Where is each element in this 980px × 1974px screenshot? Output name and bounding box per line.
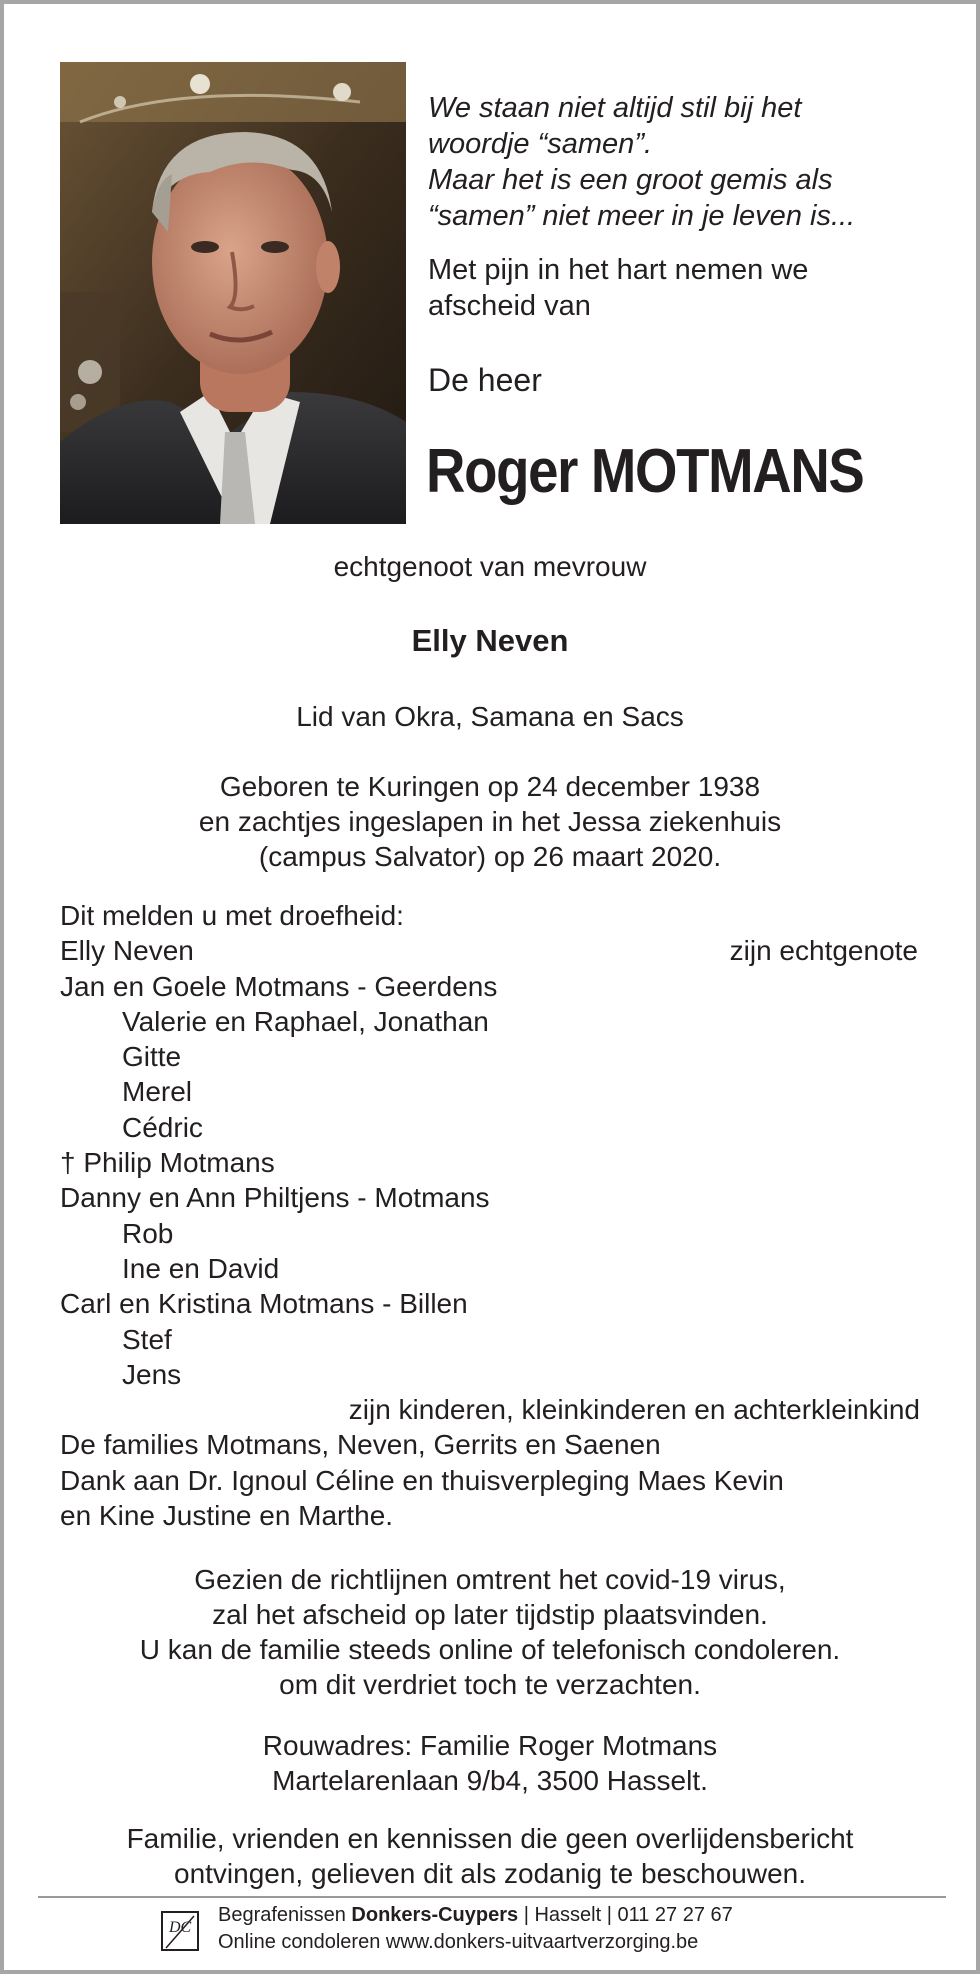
family-member: Danny en Ann Philtjens - Motmans (60, 1182, 490, 1214)
covid-line: Gezien de richtlijnen omtrent het covid-19 virus, (194, 1564, 786, 1595)
announcement-line (60, 898, 940, 933)
announcement: Dit melden u met droefheid: (60, 900, 404, 931)
funeral-home-footer (160, 1902, 920, 1968)
family-row (60, 1251, 940, 1286)
family-row (60, 969, 940, 1004)
thanks-line: Dank aan Dr. Ignoul Céline en thuisverpleging Maes Kevin (60, 1464, 784, 1496)
company-name: Donkers-Cuypers (351, 1904, 519, 1926)
family-member: Rob (122, 1217, 174, 1249)
family-member: Carl en Kristina Motmans - Billen (60, 1288, 468, 1320)
family-row (60, 1357, 940, 1392)
life-line: (campus Salvator) op 26 maart 2020. (258, 841, 722, 872)
family-member: Cédric (122, 1111, 203, 1143)
family-row (60, 1145, 940, 1180)
intro-line: Met pijn in het hart nemen we (428, 254, 809, 286)
verse-line: “samen” niet meer in je leven is... (428, 200, 856, 232)
verse-line: Maar het is een groot gemis als (428, 164, 833, 196)
life-line: Geboren te Kuringen op 24 december 1938 (219, 771, 761, 802)
family-member: Ine en David (122, 1252, 280, 1284)
family-row (60, 1110, 940, 1145)
family-row (60, 1180, 940, 1215)
family-relation: zijn echtgenote (729, 935, 918, 967)
memberships: Lid van Okra, Samana en Sacs (296, 701, 684, 732)
footer-prefix: Begrafenissen (218, 1904, 352, 1926)
honorific-title: De heer (428, 362, 542, 398)
address-line: Rouwadres: Familie Roger Motmans (262, 1730, 718, 1761)
footer-phone: 011 27 27 67 (617, 1904, 733, 1926)
families-row (60, 1427, 940, 1462)
thanks-row (60, 1498, 940, 1533)
family-row (60, 1286, 940, 1321)
footer-city: | Hasselt | (518, 1904, 618, 1926)
verse-line: woordje “samen”. (428, 128, 653, 160)
footer-company-line (218, 1902, 733, 1929)
poem-verse (428, 90, 948, 234)
deceased-name: Roger MOTMANS (426, 437, 864, 506)
notice-line: ontvingen, gelieven dit als zodanig te beschouwen. (174, 1858, 806, 1889)
family-list (60, 898, 940, 1533)
family-member: Elly Neven (60, 935, 194, 967)
spouse-name: Elly Neven (411, 623, 569, 658)
children-relation: zijn kinderen, kleinkinderen en achterkleinkind (348, 1394, 920, 1426)
family-row (60, 1004, 940, 1039)
family-member: Jan en Goele Motmans - Geerdens (60, 970, 498, 1002)
funeral-home-logo (160, 1908, 200, 1952)
family-row (60, 1216, 940, 1251)
family-member: Valerie en Raphael, Jonathan (122, 1005, 489, 1037)
thanks-line: en Kine Justine en Marthe. (60, 1500, 394, 1532)
family-row (60, 933, 940, 968)
portrait-illustration (60, 62, 406, 524)
spouse-label: echtgenoot van mevrouw (333, 551, 647, 582)
family-member: Merel (122, 1076, 193, 1108)
family-member: Stef (122, 1323, 172, 1355)
footer-text (218, 1902, 733, 1956)
family-member: † Philip Motmans (60, 1147, 275, 1179)
covid-line: U kan de familie steeds online of telefonisch condoleren. (139, 1634, 841, 1665)
intro-line: afscheid van (428, 290, 591, 322)
family-row (60, 1074, 940, 1109)
covid-line: om dit verdriet toch te verzachten. (279, 1669, 701, 1700)
address-line: Martelarenlaan 9/b4, 3500 Hasselt. (272, 1765, 708, 1796)
children-relation-row (60, 1392, 940, 1427)
family-member: Gitte (122, 1041, 182, 1073)
footer-online: Online condoleren www.donkers-uitvaartverzorging.be (218, 1931, 699, 1953)
intro-text (428, 252, 948, 324)
family-member: Jens (122, 1358, 182, 1390)
verse-line: We staan niet altijd stil bij het (428, 92, 802, 124)
footer-divider (38, 1896, 946, 1898)
families: De families Motmans, Neven, Gerrits en Saenen (60, 1429, 661, 1461)
life-line: en zachtjes ingeslapen in het Jessa ziekenhuis (198, 806, 782, 837)
portrait-photo (60, 62, 406, 524)
family-row (60, 1322, 940, 1357)
notice-line: Familie, vrienden en kennissen die geen overlijdensbericht (126, 1823, 854, 1854)
thanks-row (60, 1463, 940, 1498)
covid-line: zal het afscheid op later tijdstip plaatsvinden. (212, 1599, 768, 1630)
family-row (60, 1039, 940, 1074)
logo-text: DC (169, 1919, 192, 1936)
